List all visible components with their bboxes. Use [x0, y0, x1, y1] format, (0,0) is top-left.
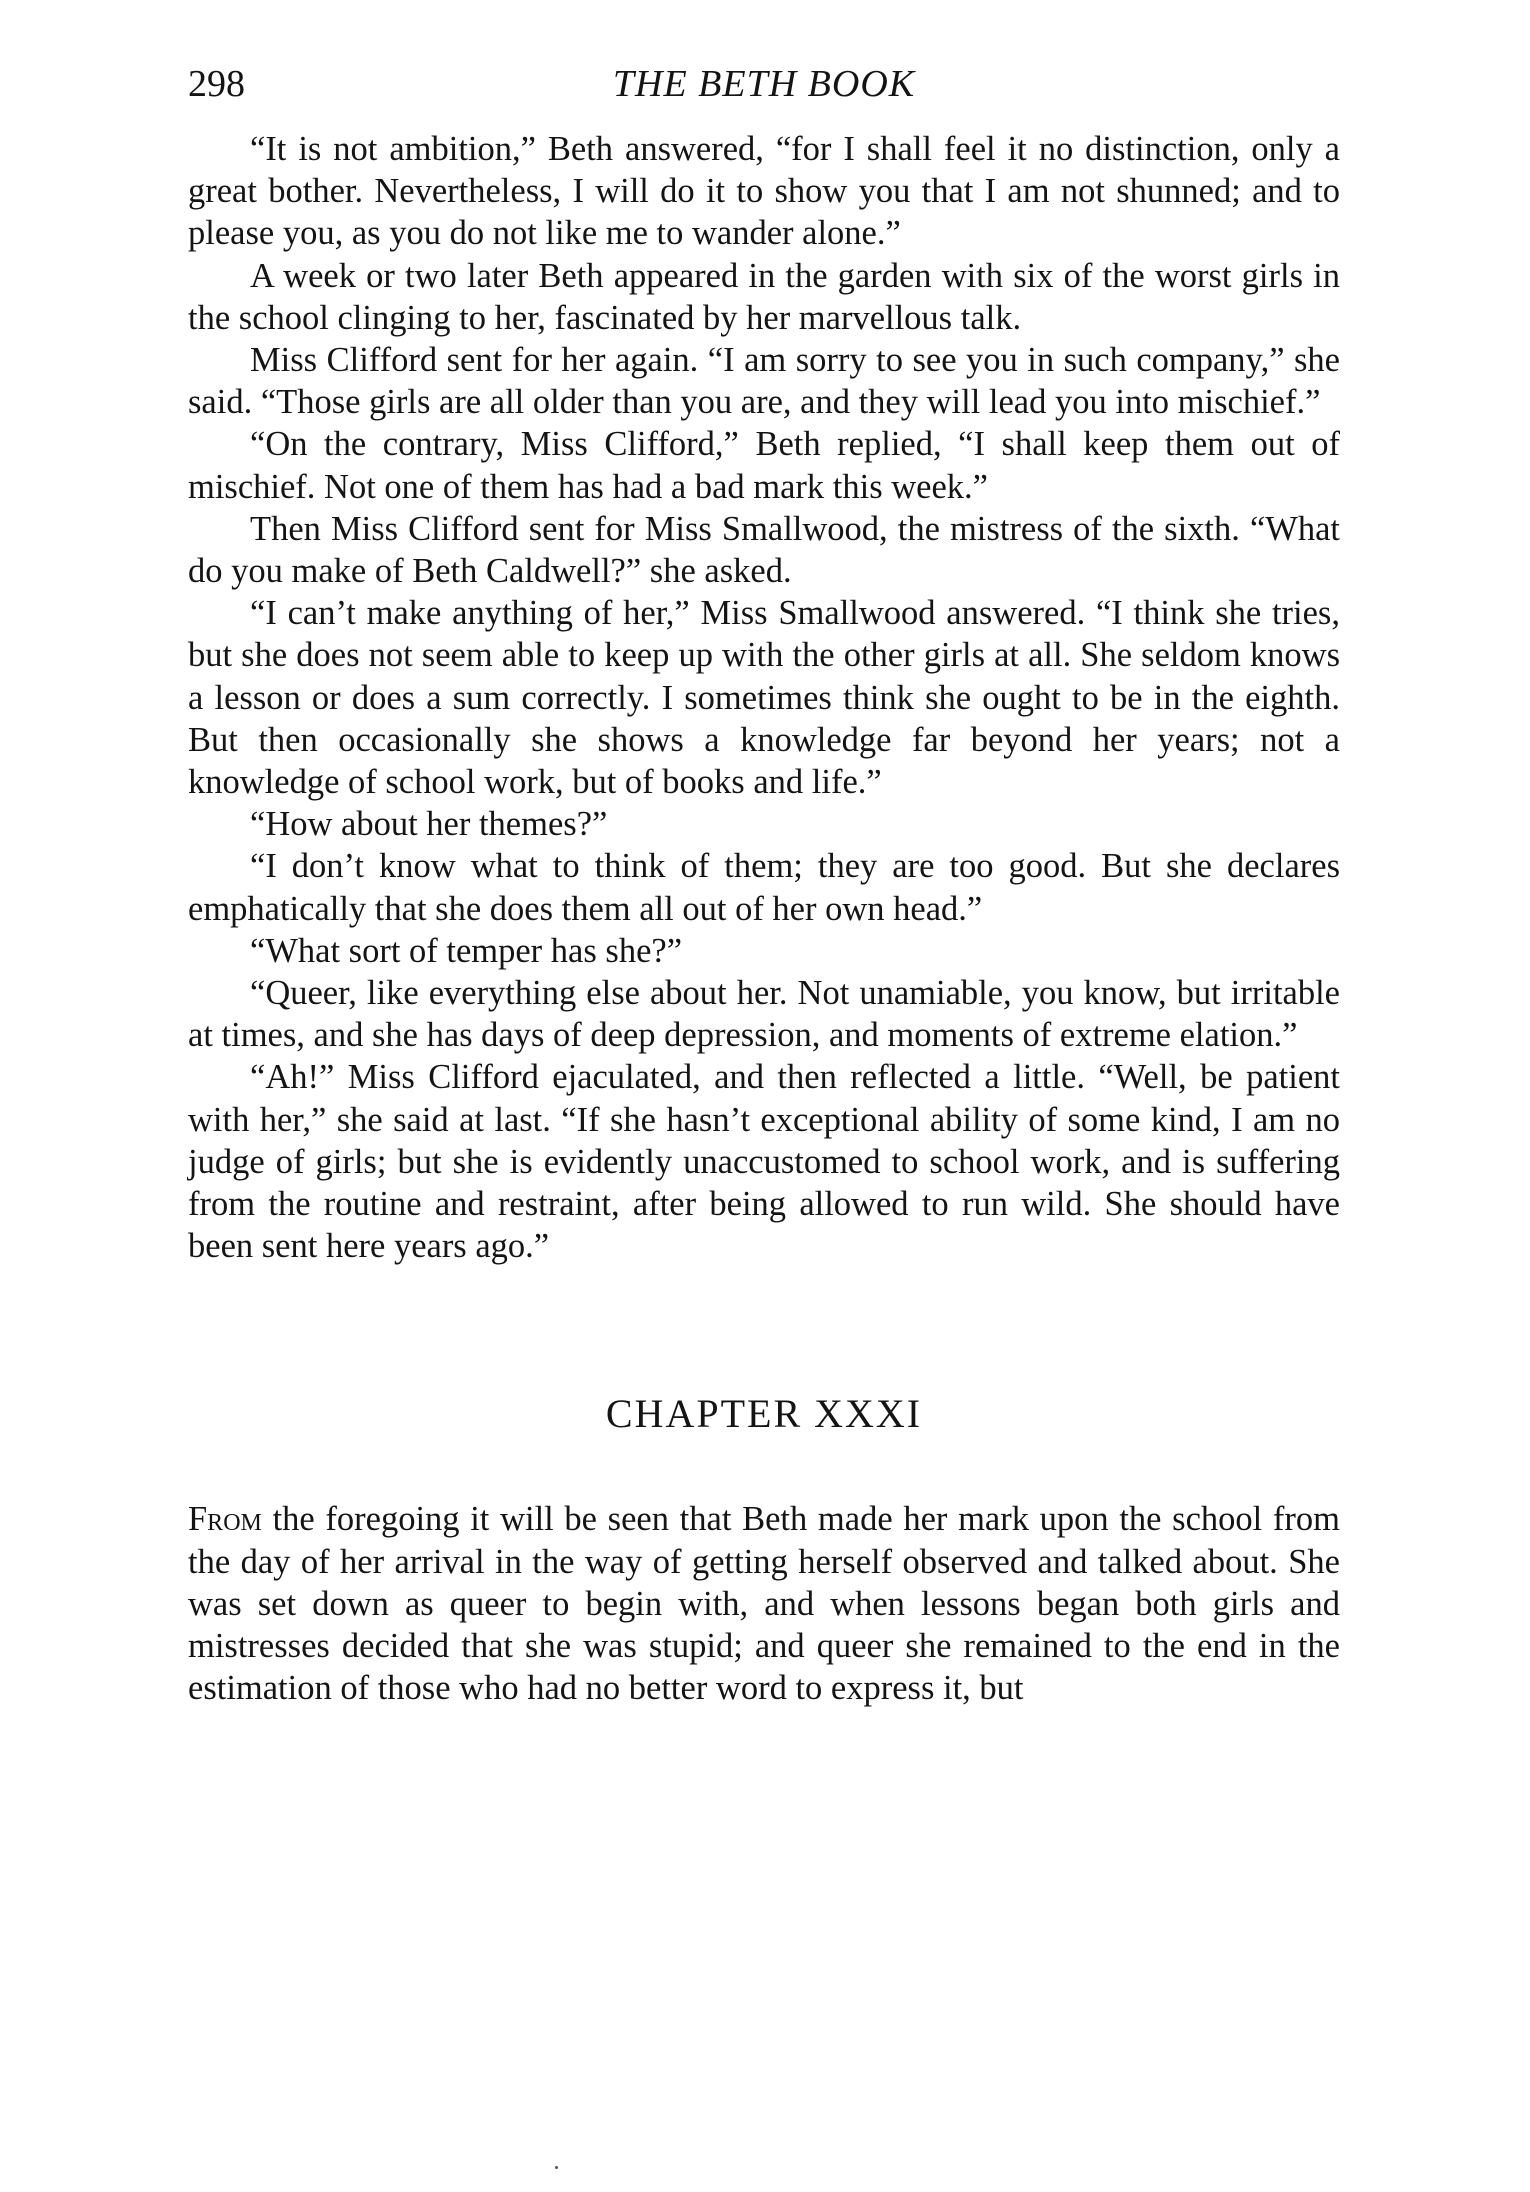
paragraph: Miss Clifford sent for her again. “I am sorry to see you in such company,” she said. “Those girls are all older than you are, and they will lead you into mischief.”: [188, 341, 1340, 422]
paragraph: Then Miss Clifford sent for Miss Smallwood, the mistress of the sixth. “What do you make of Beth Caldwell?” she asked.: [188, 509, 1340, 591]
book-page: [188, 55, 1340, 1710]
paragraph: A week or two later Beth appeared in the garden with six of the worst girls in the school clinging to her, fascinated by her marvellous talk.: [188, 256, 1340, 337]
paragraph: “I can’t make anything of her,” Miss Smallwood answered. “I think she tries, but she does not seem able to keep up with the other girls at all. She seldom knows a lesson or does a sum correctly. I sometimes think she ought to be in the eighth. But then occasionally she shows a knowledge far beyond her years; not a knowledge of school work, but of books and life.”: [188, 594, 1340, 802]
paragraph: “What sort of temper has she?”: [250, 931, 683, 970]
running-header: [188, 55, 1340, 115]
running-title: THE BETH BOOK: [612, 63, 916, 105]
paragraph: “How about her themes?”: [250, 805, 608, 844]
paragraph: “I don’t know what to think of them; they are too good. But she declares emphatically that she does them all out of her own head.”: [188, 847, 1340, 928]
page-number: 298: [188, 63, 245, 105]
paragraph: “Queer, like everything else about her. Not unamiable, you know, but irritable at times, and she has days of deep depression, and moments of extreme elation.”: [188, 974, 1340, 1055]
paragraph: “Ah!” Miss Clifford ejaculated, and then reflected a little. “Well, be patient with her,” she said at last. “If she hasn’t exceptional ability of some kind, I am no judge of girls; but she is evidently unaccustomed to school work, and is suffering from the routine and restraint, after being allowed to run wild. She should have been sent here years ago.”: [188, 1058, 1340, 1266]
chapter-opening-text: the foregoing it will be seen that Beth made her mark upon the school from the day of her arrival in the way of getting herself observed and talked about. She was set down as queer to begin with, and when lessons began both girls and mistresses decided that she was stupid; and queer she remained to the end in the estimation of those who had no better word to express it, but: [188, 1500, 1340, 1708]
print-speck: [555, 2166, 558, 2169]
chapter-heading: CHAPTER XXXI: [605, 1391, 923, 1437]
chapter-xxxi-body: [188, 1498, 1340, 1709]
chapter-opening-word: From: [188, 1500, 262, 1539]
paragraph: “It is not ambition,” Beth answered, “for I shall feel it no distinction, only a great bother. Nevertheless, I will do it to show you that I am not shunned; and to please you, as you do not like me to wander alone.”: [188, 130, 1340, 253]
paragraph: “On the contrary, Miss Clifford,” Beth replied, “I shall keep them out of mischief. Not one of them has had a bad mark this week.”: [188, 425, 1340, 506]
chapter-opening-paragraph: [188, 1498, 1340, 1709]
chapter-xxx-ending: [188, 128, 1340, 1267]
